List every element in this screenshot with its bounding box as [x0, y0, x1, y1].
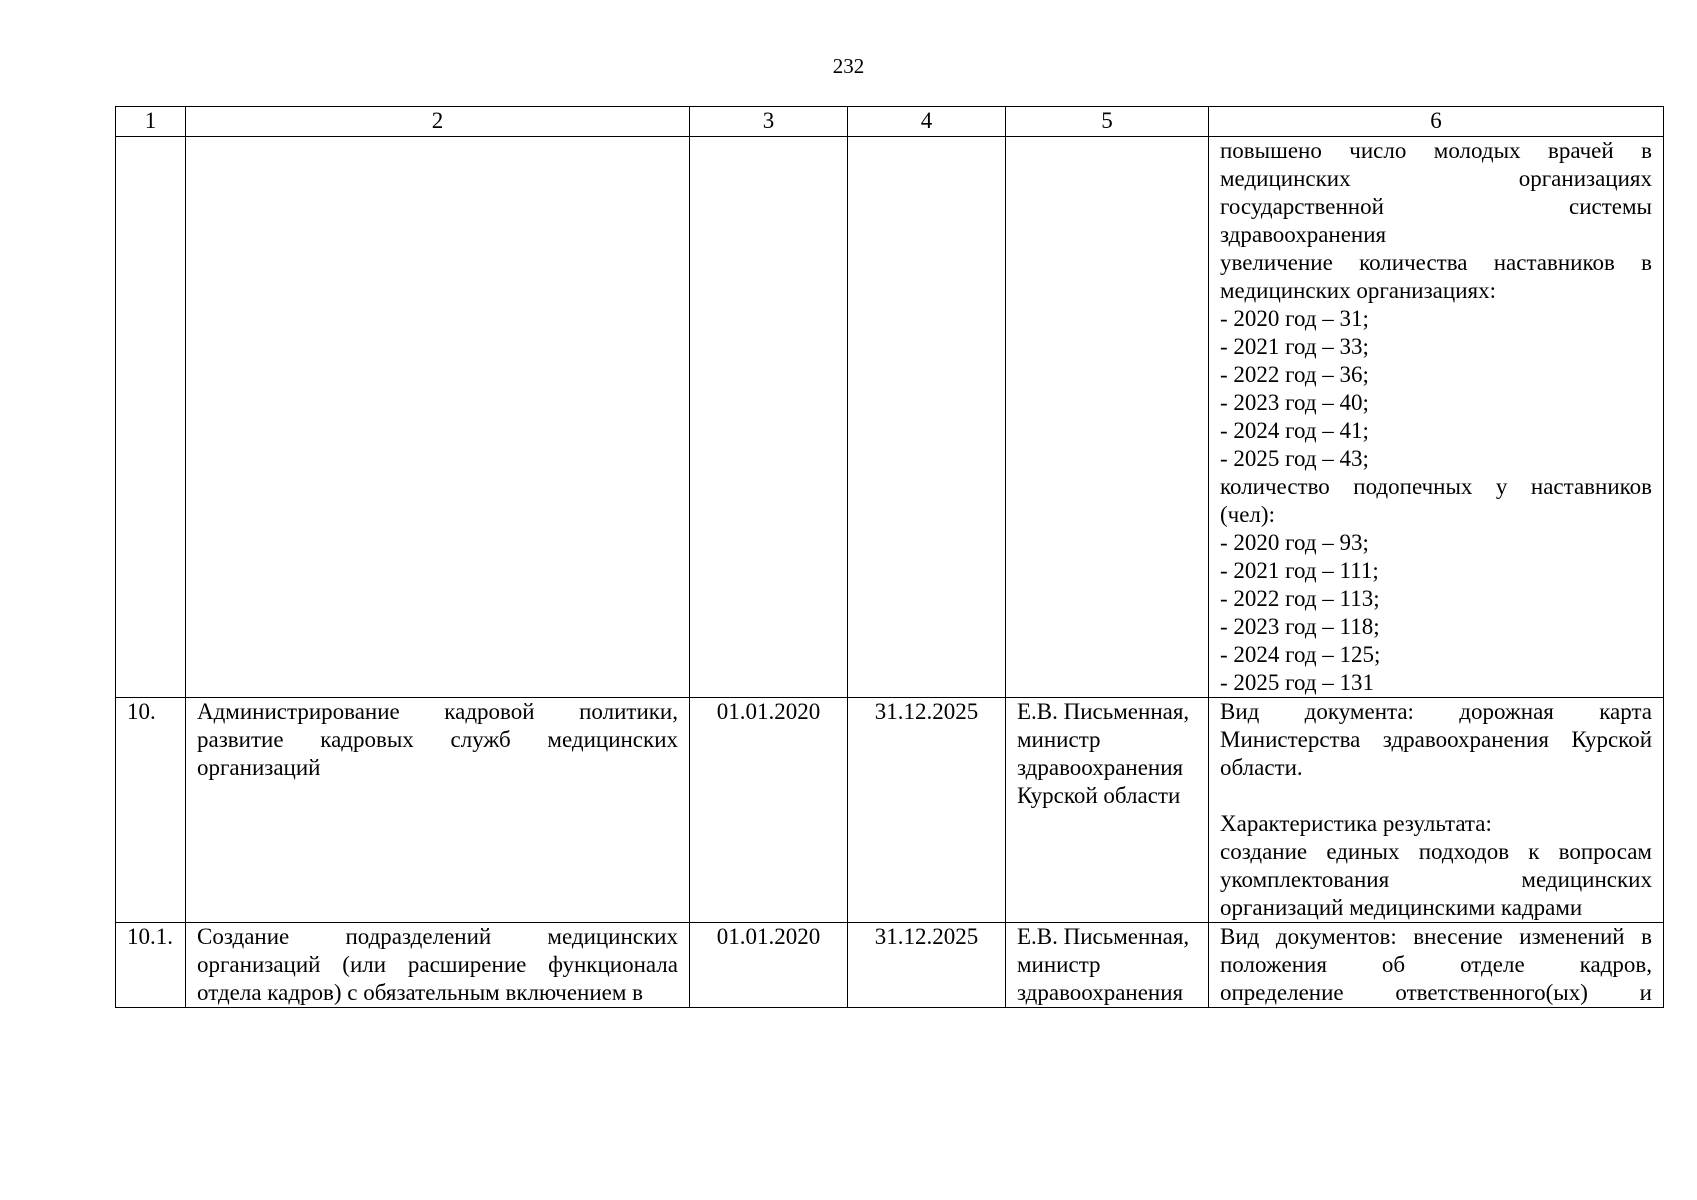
responsible-line: министр: [1017, 952, 1101, 977]
cell-responsible: [1006, 137, 1209, 698]
result-line: государственной системы: [1220, 194, 1652, 219]
column-header-2: 2: [186, 107, 690, 137]
cell-responsible: [1006, 698, 1209, 923]
cell-result: [1209, 137, 1664, 698]
table-row: [116, 698, 1664, 923]
cell-end-date: 31.12.2025: [848, 698, 1006, 923]
cell-start-date: [690, 137, 848, 698]
table-row: [116, 923, 1664, 1008]
cell-end-date: 31.12.2025: [848, 923, 1006, 1008]
responsible-line: Е.В. Письменная,: [1017, 924, 1190, 949]
result-line: - 2024 год – 41;: [1220, 418, 1369, 443]
column-header-4: 4: [848, 107, 1006, 137]
result-line: укомплектования медицинских: [1220, 867, 1652, 892]
result-line: медицинских организациях:: [1220, 278, 1496, 303]
table-row-continuation: [116, 137, 1664, 698]
responsible-line: здравоохранения: [1017, 980, 1184, 1005]
responsible-line: здравоохранения: [1017, 755, 1184, 780]
cell-num: 10.1.: [116, 923, 186, 1008]
responsible-line: министр: [1017, 727, 1101, 752]
result-line: Вид документа: дорожная карта: [1220, 699, 1652, 724]
cell-result: [1209, 923, 1664, 1008]
cell-start-date: 01.01.2020: [690, 923, 848, 1008]
cell-start-date: 01.01.2020: [690, 698, 848, 923]
result-line: положения об отделе кадров,: [1220, 952, 1652, 977]
column-header-5: 5: [1006, 107, 1209, 137]
events-table: [115, 106, 1664, 1008]
result-line: области.: [1220, 755, 1303, 780]
result-line: медицинских организациях: [1220, 166, 1652, 191]
column-header-3: 3: [690, 107, 848, 137]
cell-end-date: [848, 137, 1006, 698]
result-line: - 2022 год – 36;: [1220, 362, 1369, 387]
result-line: - 2020 год – 31;: [1220, 306, 1369, 331]
column-header-1: 1: [116, 107, 186, 137]
result-line: - 2023 год – 118;: [1220, 614, 1380, 639]
cell-title: [186, 137, 690, 698]
result-line: Характеристика результата:: [1220, 811, 1492, 836]
result-line: количество подопечных у наставников: [1220, 474, 1652, 499]
result-line: - 2022 год – 113;: [1220, 586, 1380, 611]
page-number: 232: [832, 54, 865, 78]
result-line: - 2025 год – 131: [1220, 670, 1375, 695]
result-line: увеличение количества наставников в: [1220, 250, 1652, 275]
column-header-6: 6: [1209, 107, 1664, 137]
result-line: - 2021 год – 111;: [1220, 558, 1379, 583]
cell-result: [1209, 698, 1664, 923]
table-header-row: [116, 107, 1664, 137]
result-line: - 2021 год – 33;: [1220, 334, 1369, 359]
responsible-line: Курской области: [1017, 783, 1181, 808]
responsible-line: Е.В. Письменная,: [1017, 699, 1190, 724]
cell-responsible: [1006, 923, 1209, 1008]
result-line: Министерства здравоохранения Курской: [1220, 727, 1652, 752]
result-line: [1220, 782, 1652, 810]
result-line: - 2023 год – 40;: [1220, 390, 1369, 415]
result-line: здравоохранения: [1220, 222, 1387, 247]
result-line: Вид документов: внесение изменений в: [1220, 924, 1652, 949]
cell-num: [116, 137, 186, 698]
result-line: организаций медицинскими кадрами: [1220, 895, 1583, 920]
result-line: - 2024 год – 125;: [1220, 642, 1381, 667]
result-line: создание единых подходов к вопросам: [1220, 839, 1652, 864]
result-line: - 2025 год – 43;: [1220, 446, 1369, 471]
cell-title: Создание подразделений медицинских организаций (или расширение функционала отдела кадров) с обязательным включением в: [186, 923, 690, 1008]
result-line: повышено число молодых врачей в: [1220, 138, 1652, 163]
result-line: (чел):: [1220, 502, 1275, 527]
result-line: - 2020 год – 93;: [1220, 530, 1369, 555]
result-line: определение ответственного(ых) и: [1220, 980, 1652, 1005]
cell-title: Администрирование кадровой политики, развитие кадровых служб медицинских организаций: [186, 698, 690, 923]
cell-num: 10.: [116, 698, 186, 923]
